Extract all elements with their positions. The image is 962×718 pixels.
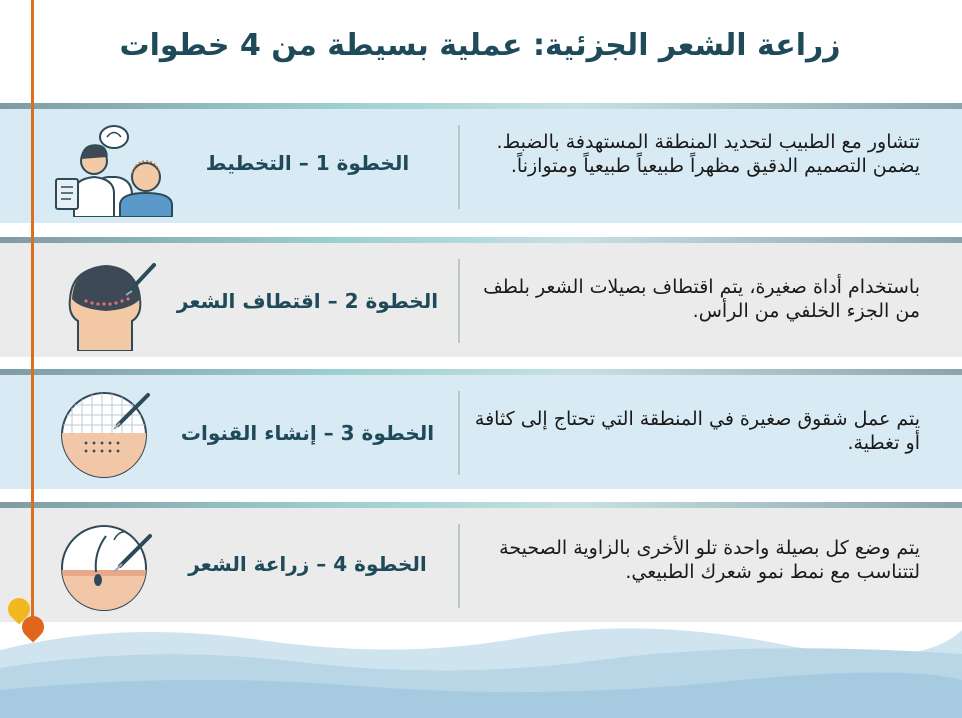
column-separator — [458, 259, 460, 343]
step-2-label: الخطوة 2 – اقتطاف الشعر — [176, 289, 439, 313]
step-2-band — [0, 237, 962, 357]
follicle-implant-icon — [56, 514, 156, 614]
band-divider — [0, 237, 962, 243]
head-extraction-icon — [60, 251, 160, 351]
doctor-consultation-icon — [52, 121, 177, 217]
step-3-band — [0, 369, 962, 489]
step-3-label: الخطوة 3 – إنشاء القنوات — [180, 421, 435, 445]
step-2-description: باستخدام أداة صغيرة، يتم اقتطاف بصيلات الشعر بلطف من الجزء الخلفي من الرأس. — [483, 276, 920, 322]
timeline-line — [31, 0, 34, 625]
step-1-band — [0, 103, 962, 223]
step-4-description: يتم وضع كل بصيلة واحدة تلو الأخرى بالزاوية الصحيحة لتتناسب مع نمط نمو شعرك الطبيعي. — [499, 537, 920, 583]
column-separator — [458, 391, 460, 475]
step-1-label: الخطوة 1 – التخطيط — [205, 151, 410, 175]
step-4-band — [0, 502, 962, 622]
column-separator — [458, 524, 460, 608]
wave-footer — [0, 610, 962, 718]
step-3-description: يتم عمل شقوق صغيرة في المنطقة التي تحتاج إلى كثافة أو تغطية. — [474, 408, 920, 454]
band-divider — [0, 502, 962, 508]
page-title: زراعة الشعر الجزئية: عملية بسيطة من 4 خطوات — [119, 28, 841, 63]
step-4-label: الخطوة 4 – زراعة الشعر — [188, 552, 427, 576]
band-divider — [0, 103, 962, 109]
column-separator — [458, 125, 460, 209]
band-divider — [0, 369, 962, 375]
scalp-incision-icon — [56, 381, 156, 481]
step-1-description: تتشاور مع الطبيب لتحديد المنطقة المستهدفة بالضبط. يضمن التصميم الدقيق مظهراً طبيعياً طبيعياً ومتوازناً. — [496, 131, 920, 177]
